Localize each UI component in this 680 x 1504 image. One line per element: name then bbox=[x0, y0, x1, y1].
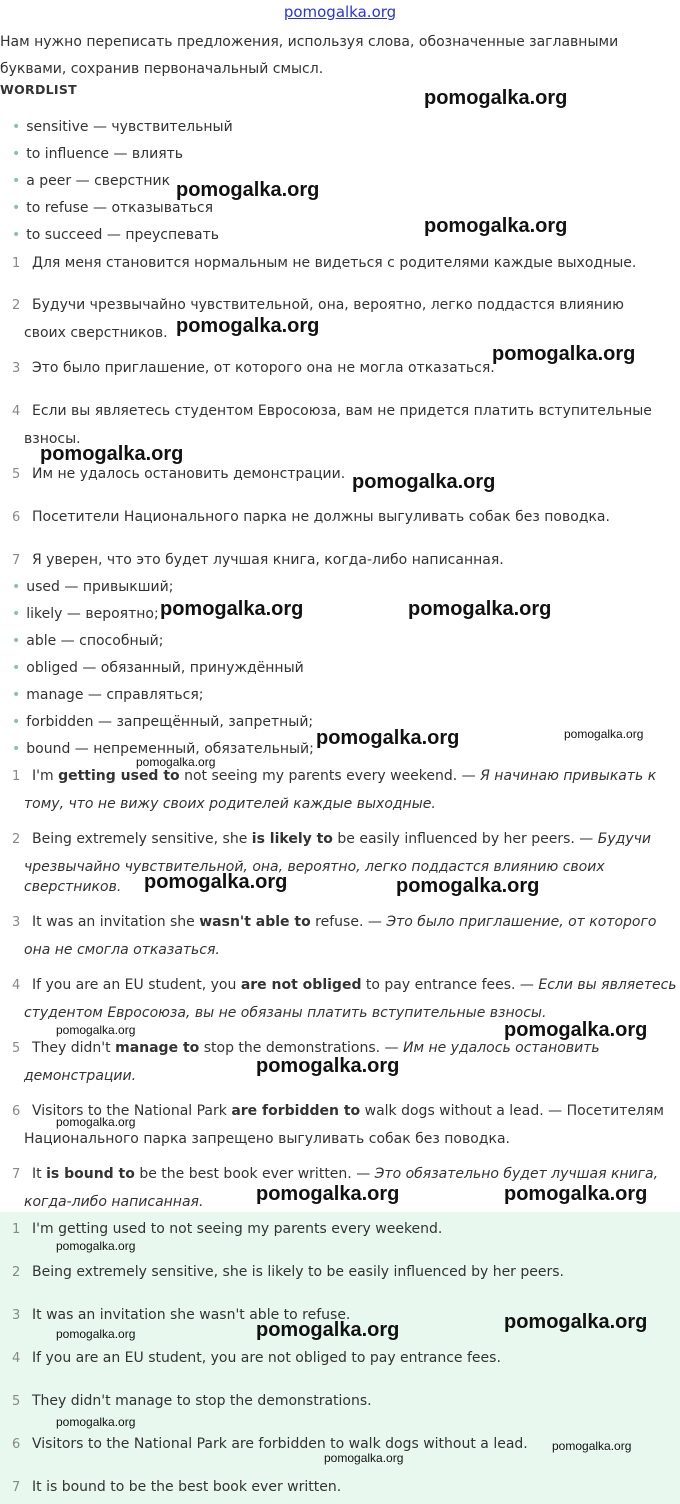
final-answer-number: 4 bbox=[12, 1351, 21, 1366]
wordlist-item: • bound — непременный, обязательный; bbox=[12, 741, 314, 757]
watermark: pomogalka.org bbox=[492, 343, 636, 365]
watermark: pomogalka.org bbox=[176, 179, 320, 201]
watermark-small: pomogalka.org bbox=[56, 1239, 136, 1253]
task-sentence: Им не удалось остановить демонстрации. bbox=[32, 466, 346, 482]
watermark: pomogalka.org bbox=[504, 1311, 648, 1333]
watermark-small: pomogalka.org bbox=[564, 727, 644, 741]
answer-number: 2 bbox=[12, 832, 21, 847]
task-number: 1 bbox=[12, 256, 21, 271]
wordlist-item: • to refuse — отказываться bbox=[12, 200, 214, 216]
wordlist-item: • obliged — обязанный, принуждённый bbox=[12, 660, 304, 676]
task-sentence: Посетители Национального парка не должны выгуливать собак без поводка. bbox=[32, 509, 610, 525]
wordlist-item: • used — привыкший; bbox=[12, 579, 174, 595]
watermark: pomogalka.org bbox=[256, 1183, 400, 1205]
watermark: pomogalka.org bbox=[40, 443, 184, 465]
final-answer-line: It is bound to be the best book ever written. bbox=[32, 1479, 342, 1495]
task-intro: Нам нужно переписать предложения, используя слова, обозначенные заглавными буквами, сохранив первоначальный смысл. bbox=[0, 34, 619, 77]
final-answer-line: It was an invitation she wasn't able to refuse. bbox=[32, 1307, 351, 1323]
answer-line: Being extremely sensitive, she is likely to be easily influenced by her peers. — Будучи bbox=[32, 831, 651, 847]
wordlist-item: • forbidden — запрещённый, запретный; bbox=[12, 714, 314, 730]
task-sentence: Будучи чрезвычайно чувствительной, она, вероятно, легко поддастся влиянию bbox=[32, 297, 624, 313]
bullet-icon: • bbox=[12, 173, 21, 189]
answer-number: 6 bbox=[12, 1104, 21, 1119]
answer-translation: демонстрации. bbox=[24, 1068, 137, 1084]
watermark: pomogalka.org bbox=[160, 598, 304, 620]
final-answer-number: 5 bbox=[12, 1394, 21, 1409]
answer-translation: чрезвычайно чувствительной, она, вероятно, легко поддастся влиянию своих bbox=[24, 859, 605, 875]
bullet-icon: • bbox=[12, 633, 21, 649]
task-number: 2 bbox=[12, 298, 21, 313]
bullet-icon: • bbox=[12, 146, 21, 162]
wordlist-item: • to succeed — преуспевать bbox=[12, 227, 219, 243]
task-sentence: своих сверстников. bbox=[24, 325, 168, 341]
task-sentence: Для меня становится нормальным не видеться с родителями каждые выходные. bbox=[32, 255, 637, 271]
answer-line: If you are an EU student, you are not obliged to pay entrance fees. — Если вы являетесь bbox=[32, 977, 677, 993]
final-answer-line: Being extremely sensitive, she is likely to be easily influenced by her peers. bbox=[32, 1264, 564, 1280]
task-sentence: взносы. bbox=[24, 431, 81, 447]
watermark: pomogalka.org bbox=[316, 727, 460, 749]
watermark: pomogalka.org bbox=[504, 1019, 648, 1041]
final-answer-line: I'm getting used to not seeing my parents every weekend. bbox=[32, 1221, 443, 1237]
final-answer-line: They didn't manage to stop the demonstrations. bbox=[32, 1393, 372, 1409]
answer-number: 4 bbox=[12, 978, 21, 993]
watermark: pomogalka.org bbox=[144, 871, 288, 893]
answer-translation: когда-либо написанная. bbox=[24, 1194, 204, 1210]
wordlist-item: • likely — вероятно; bbox=[12, 606, 159, 622]
watermark: pomogalka.org bbox=[504, 1183, 648, 1205]
watermark: pomogalka.org bbox=[256, 1055, 400, 1077]
watermark: pomogalka.org bbox=[256, 1319, 400, 1341]
watermark: pomogalka.org bbox=[396, 875, 540, 897]
final-answer-line: Visitors to the National Park are forbidden to walk dogs without a lead. bbox=[32, 1436, 528, 1452]
task-number: 6 bbox=[12, 510, 21, 525]
wordlist-title: WORDLIST bbox=[0, 82, 77, 97]
answer-line: It was an invitation she wasn't able to refuse. — Это было приглашение, от которого bbox=[32, 914, 657, 930]
bullet-icon: • bbox=[12, 660, 21, 676]
task-number: 7 bbox=[12, 553, 21, 568]
watermark-small: pomogalka.org bbox=[552, 1439, 632, 1453]
wordlist-item: • sensitive — чувствительный bbox=[12, 119, 233, 135]
watermark: pomogalka.org bbox=[352, 471, 496, 493]
answer-translation: сверстников. bbox=[24, 879, 122, 895]
wordlist-item: • to influence — влиять bbox=[12, 146, 184, 162]
answer-translation: студентом Евросоюза, вы не обязаны платить вступительные взносы. bbox=[24, 1005, 547, 1021]
task-sentence: Я уверен, что это будет лучшая книга, когда-либо написанная. bbox=[32, 552, 504, 568]
watermark: pomogalka.org bbox=[408, 598, 552, 620]
bullet-icon: • bbox=[12, 741, 21, 757]
answer-translation: она не смогла отказаться. bbox=[24, 942, 220, 958]
wordlist-item: • a peer — сверстник bbox=[12, 173, 171, 189]
task-number: 5 bbox=[12, 467, 21, 482]
watermark-small: pomogalka.org bbox=[56, 1115, 136, 1129]
bullet-icon: • bbox=[12, 606, 21, 622]
answer-number: 3 bbox=[12, 915, 21, 930]
final-answer-number: 7 bbox=[12, 1480, 21, 1495]
answer-line: Visitors to the National Park are forbidden to walk dogs without a lead. — Посетителям bbox=[32, 1103, 664, 1119]
final-answer-number: 6 bbox=[12, 1437, 21, 1452]
bullet-icon: • bbox=[12, 579, 21, 595]
answer-line: I'm getting used to not seeing my parents every weekend. — Я начинаю привыкать к bbox=[32, 768, 657, 784]
bullet-icon: • bbox=[12, 200, 21, 216]
wordlist-item: • able — способный; bbox=[12, 633, 164, 649]
watermark-small: pomogalka.org bbox=[136, 755, 216, 769]
bullet-icon: • bbox=[12, 687, 21, 703]
final-answer-line: If you are an EU student, you are not obliged to pay entrance fees. bbox=[32, 1350, 501, 1366]
answer-line: They didn't manage to stop the demonstrations. — Им не удалось остановить bbox=[32, 1040, 600, 1056]
site-logo-link[interactable]: pomogalka.org bbox=[283, 3, 397, 21]
bullet-icon: • bbox=[12, 714, 21, 730]
answer-number: 5 bbox=[12, 1041, 21, 1056]
watermark-small: pomogalka.org bbox=[56, 1023, 136, 1037]
final-answer-number: 1 bbox=[12, 1222, 21, 1237]
bullet-icon: • bbox=[12, 119, 21, 135]
wordlist-item: • manage — справляться; bbox=[12, 687, 204, 703]
watermark: pomogalka.org bbox=[176, 315, 320, 337]
watermark: pomogalka.org bbox=[424, 215, 568, 237]
task-sentence: Это было приглашение, от которого она не могла отказаться. bbox=[32, 360, 495, 376]
watermark-small: pomogalka.org bbox=[56, 1327, 136, 1341]
answer-number: 1 bbox=[12, 769, 21, 784]
bullet-icon: • bbox=[12, 227, 21, 243]
task-sentence: Если вы являетесь студентом Евросоюза, вам не придется платить вступительные bbox=[32, 403, 652, 419]
task-number: 4 bbox=[12, 404, 21, 419]
task-number: 3 bbox=[12, 361, 21, 376]
final-answer-number: 3 bbox=[12, 1308, 21, 1323]
answer-translation: тому, что не вижу своих родителей каждые выходные. bbox=[24, 796, 436, 812]
watermark-small: pomogalka.org bbox=[56, 1415, 136, 1429]
watermark: pomogalka.org bbox=[424, 87, 568, 109]
final-answer-number: 2 bbox=[12, 1265, 21, 1280]
watermark-small: pomogalka.org bbox=[324, 1451, 404, 1465]
answer-number: 7 bbox=[12, 1167, 21, 1182]
answer-translation: Национального парка запрещено выгуливать собак без поводка. bbox=[24, 1131, 510, 1147]
answer-line: It is bound to be the best book ever written. — Это обязательно будет лучшая книга, bbox=[32, 1166, 659, 1182]
